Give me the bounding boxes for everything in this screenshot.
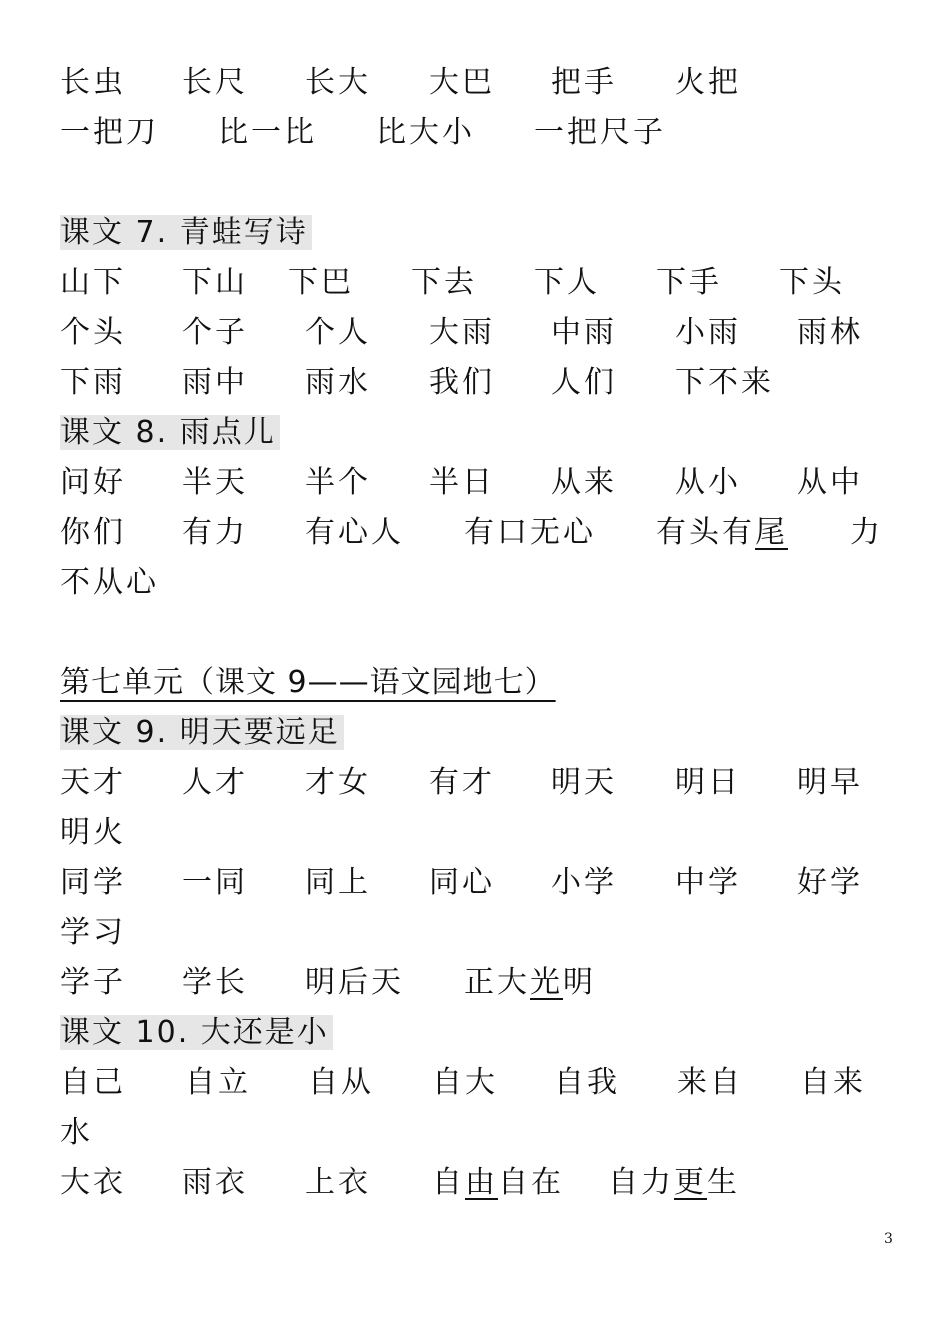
lesson-10-heading: 课文 10. 大还是小 bbox=[60, 1015, 333, 1050]
word: 人才 bbox=[182, 765, 248, 800]
lesson-heading bbox=[60, 708, 344, 758]
word: 小学 bbox=[551, 865, 617, 900]
word: 长大 bbox=[305, 65, 371, 100]
word-phrase bbox=[608, 1158, 740, 1208]
lesson-heading bbox=[60, 1008, 333, 1058]
word: 力 bbox=[850, 515, 883, 550]
word: 我们 bbox=[429, 365, 495, 400]
lesson-8-heading: 课文 8. 雨点儿 bbox=[60, 415, 280, 450]
unit-title-row bbox=[60, 658, 556, 708]
word: 从来 bbox=[551, 465, 617, 500]
word: 长尺 bbox=[182, 65, 248, 100]
word: 中学 bbox=[675, 865, 741, 900]
word: 大巴 bbox=[429, 65, 495, 100]
lesson-9-heading: 课文 9. 明天要远足 bbox=[60, 715, 344, 750]
word: 自大 bbox=[432, 1065, 498, 1100]
word: 从小 bbox=[675, 465, 741, 500]
page-number: 3 bbox=[884, 1231, 893, 1247]
word: 有力 bbox=[182, 515, 248, 550]
underlined-char: 由 bbox=[465, 1165, 498, 1200]
word: 下山 bbox=[182, 265, 248, 300]
word: 自立 bbox=[185, 1065, 251, 1100]
word: 有心人 bbox=[305, 515, 404, 550]
word: 天才 bbox=[60, 765, 126, 800]
phrase-part: 自 bbox=[432, 1165, 465, 1200]
word: 学长 bbox=[182, 965, 248, 1000]
word: 个人 bbox=[305, 315, 371, 350]
word: 雨中 bbox=[182, 365, 248, 400]
word: 半天 bbox=[182, 465, 248, 500]
word: 有口无心 bbox=[464, 515, 596, 550]
word-continued: 不从心 bbox=[60, 565, 159, 600]
word: 个头 bbox=[60, 315, 126, 350]
word: 人们 bbox=[551, 365, 617, 400]
word: 才女 bbox=[305, 765, 371, 800]
word: 雨衣 bbox=[182, 1165, 248, 1200]
word: 下不来 bbox=[675, 365, 774, 400]
word: 下头 bbox=[779, 265, 845, 300]
word: 你们 bbox=[60, 515, 126, 550]
word: 雨水 bbox=[305, 365, 371, 400]
word: 同学 bbox=[60, 865, 126, 900]
word: 火把 bbox=[675, 65, 741, 100]
word: 来自 bbox=[677, 1065, 743, 1100]
word: 下去 bbox=[411, 265, 477, 300]
word: 长虫 bbox=[60, 65, 126, 100]
word: 同心 bbox=[429, 865, 495, 900]
word-phrase bbox=[656, 508, 788, 558]
word: 一把尺子 bbox=[534, 115, 666, 150]
word: 下手 bbox=[656, 265, 722, 300]
word: 明日 bbox=[675, 765, 741, 800]
word: 雨林 bbox=[797, 315, 863, 350]
word: 下巴 bbox=[288, 265, 354, 300]
word: 自从 bbox=[308, 1065, 374, 1100]
word-phrase bbox=[432, 1158, 564, 1208]
word: 下雨 bbox=[60, 365, 126, 400]
phrase-part: 正大 bbox=[464, 965, 530, 1000]
unit-title: 第七单元（课文 9——语文园地七） bbox=[60, 665, 556, 700]
lesson-heading bbox=[60, 208, 312, 258]
phrase-part: 有头有 bbox=[656, 515, 755, 550]
word: 好学 bbox=[797, 865, 863, 900]
phrase-part: 明 bbox=[563, 965, 596, 1000]
word: 中雨 bbox=[551, 315, 617, 350]
word: 有才 bbox=[429, 765, 495, 800]
underlined-char: 尾 bbox=[755, 515, 788, 550]
lesson-heading bbox=[60, 408, 280, 458]
word: 个子 bbox=[182, 315, 248, 350]
word: 半个 bbox=[305, 465, 371, 500]
word: 大衣 bbox=[60, 1165, 126, 1200]
word: 山下 bbox=[60, 265, 126, 300]
word: 自己 bbox=[60, 1065, 126, 1100]
word: 上衣 bbox=[305, 1165, 371, 1200]
word-continued: 明火 bbox=[60, 815, 126, 850]
word: 比一比 bbox=[218, 115, 317, 150]
word: 小雨 bbox=[675, 315, 741, 350]
phrase-part: 自力 bbox=[608, 1165, 674, 1200]
word: 大雨 bbox=[429, 315, 495, 350]
word: 明后天 bbox=[305, 965, 404, 1000]
word: 明天 bbox=[551, 765, 617, 800]
phrase-part: 生 bbox=[707, 1165, 740, 1200]
word: 同上 bbox=[305, 865, 371, 900]
word: 学子 bbox=[60, 965, 126, 1000]
word: 自来 bbox=[800, 1065, 866, 1100]
word: 半日 bbox=[429, 465, 495, 500]
word: 一同 bbox=[182, 865, 248, 900]
phrase-part: 自在 bbox=[498, 1165, 564, 1200]
word: 把手 bbox=[551, 65, 617, 100]
lesson-7-heading: 课文 7. 青蛙写诗 bbox=[60, 215, 312, 250]
word: 问好 bbox=[60, 465, 126, 500]
word: 明早 bbox=[797, 765, 863, 800]
word-phrase bbox=[464, 958, 596, 1008]
underlined-char: 更 bbox=[674, 1165, 707, 1200]
word-continued: 学习 bbox=[60, 915, 126, 950]
word-continued: 水 bbox=[60, 1115, 93, 1150]
word: 下人 bbox=[534, 265, 600, 300]
word: 一把刀 bbox=[60, 115, 159, 150]
word: 自我 bbox=[554, 1065, 620, 1100]
word: 比大小 bbox=[376, 115, 475, 150]
underlined-char: 光 bbox=[530, 965, 563, 1000]
word: 从中 bbox=[797, 465, 863, 500]
